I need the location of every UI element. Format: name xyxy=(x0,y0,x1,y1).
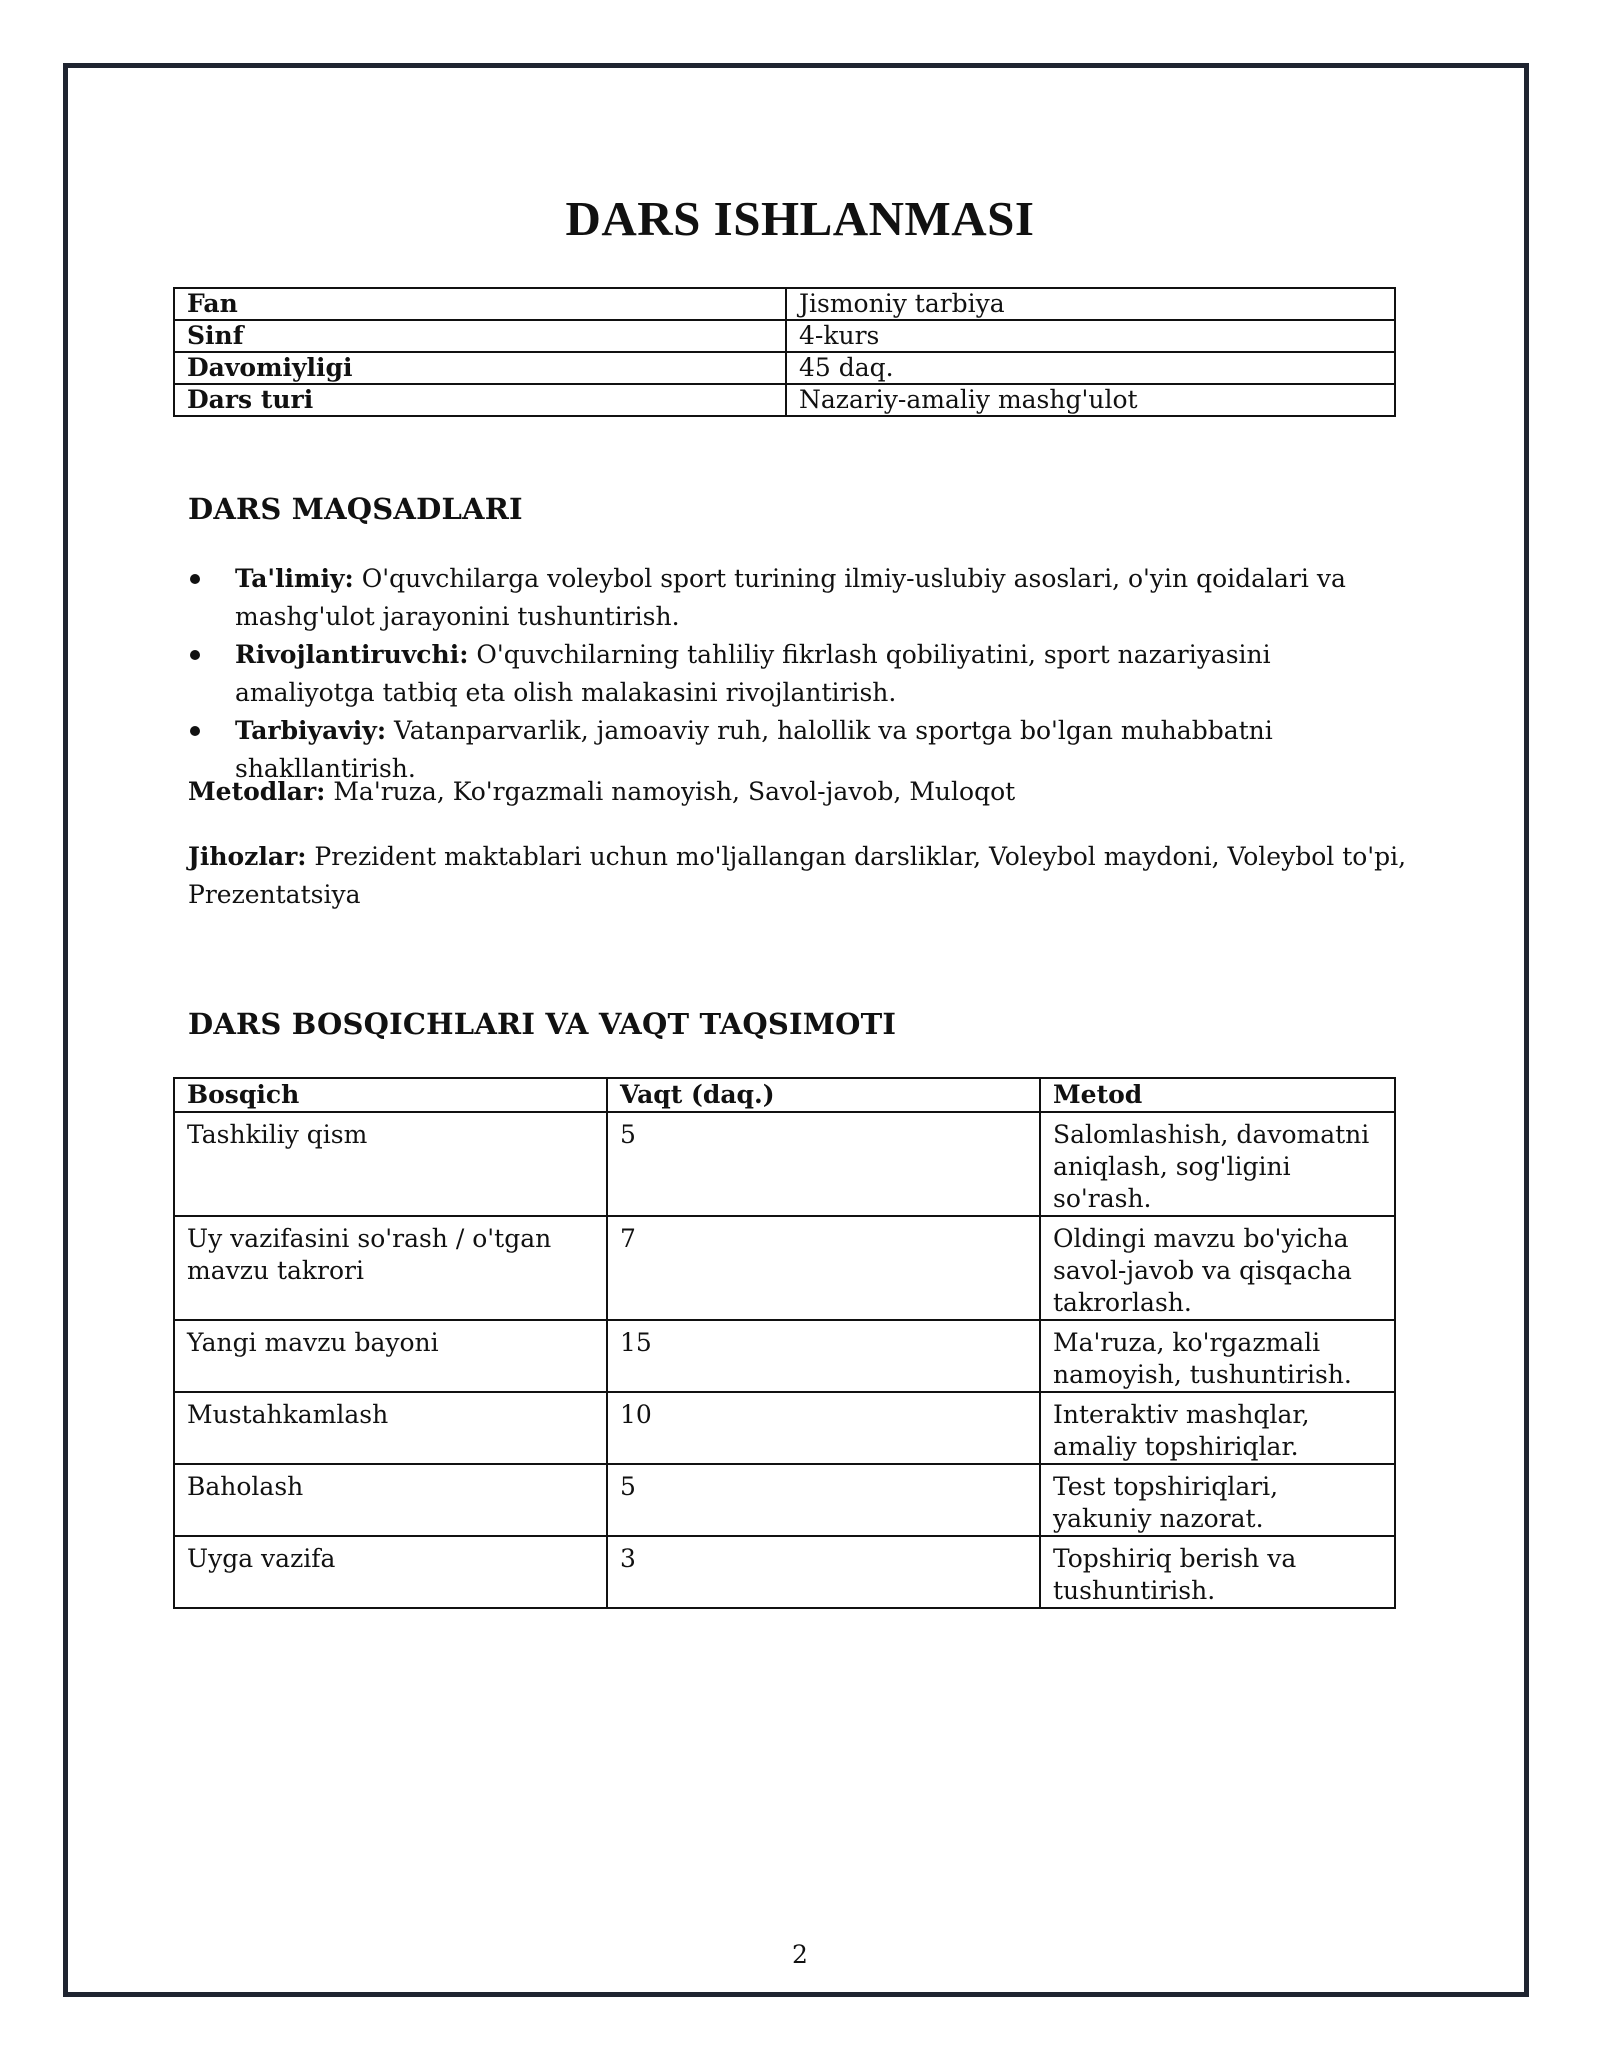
table-row xyxy=(174,1392,1395,1464)
equipment-paragraph xyxy=(188,838,1408,914)
time-cell: 5 xyxy=(607,1464,1040,1536)
info-label: Sinf xyxy=(174,320,786,352)
lesson-info-table xyxy=(173,287,1396,417)
info-value: Nazariy-amaliy mashg'ulot xyxy=(786,384,1395,416)
objective-text: Vatanparvarlik, jamoaviy ruh, halollik va sportga bo'lgan muhabbatni shakllantirish. xyxy=(235,716,1273,783)
methods-text: Ma'ruza, Ko'rgazmali namoyish, Savol-javob, Muloqot xyxy=(325,777,1016,806)
time-cell: 10 xyxy=(607,1392,1040,1464)
equipment-label: Jihozlar: xyxy=(188,842,307,871)
stage-cell: Uyga vazifa xyxy=(174,1536,607,1608)
document-title: DARS ISHLANMASI xyxy=(565,191,1035,246)
column-header: Vaqt (daq.) xyxy=(607,1078,1040,1112)
table-row xyxy=(174,288,1395,320)
objective-label: Ta'limiy: xyxy=(235,564,354,593)
info-value: Jismoniy tarbiya xyxy=(786,288,1395,320)
table-row xyxy=(174,384,1395,416)
table-row xyxy=(174,1112,1395,1216)
method-cell: Ma'ruza, ko'rgazmali namoyish, tushuntirish. xyxy=(1040,1320,1395,1392)
stage-cell: Baholash xyxy=(174,1464,607,1536)
lesson-stages-table xyxy=(173,1077,1396,1609)
method-cell: Salomlashish, davomatni aniqlash, sog'ligini so'rash. xyxy=(1040,1112,1395,1216)
objectives-list xyxy=(188,560,1408,788)
column-header: Bosqich xyxy=(174,1078,607,1112)
info-label: Dars turi xyxy=(174,384,786,416)
table-header-row xyxy=(174,1078,1395,1112)
stage-cell: Yangi mavzu bayoni xyxy=(174,1320,607,1392)
objectives-heading: DARS MAQSADLARI xyxy=(188,492,523,526)
time-cell: 7 xyxy=(607,1216,1040,1320)
time-cell: 15 xyxy=(607,1320,1040,1392)
table-row xyxy=(174,352,1395,384)
method-cell: Oldingi mavzu bo'yicha savol-javob va qisqacha takrorlash. xyxy=(1040,1216,1395,1320)
table-row xyxy=(174,1536,1395,1608)
equipment-text: Prezident maktablari uchun mo'ljallangan darsliklar, Voleybol maydoni, Voleybol to'pi, Prezentatsiya xyxy=(188,842,1407,909)
info-label: Fan xyxy=(174,288,786,320)
time-cell: 3 xyxy=(607,1536,1040,1608)
info-value: 4-kurs xyxy=(786,320,1395,352)
objective-label: Rivojlantiruvchi: xyxy=(235,640,469,669)
bullet-icon xyxy=(190,650,200,660)
stages-heading: DARS BOSQICHLARI VA VAQT TAQSIMOTI xyxy=(188,1007,897,1041)
objective-text: O'quvchilarga voleybol sport turining ilmiy-uslubiy asoslari, o'yin qoidalari va mashg'ulot jarayonini tushuntirish. xyxy=(235,564,1346,631)
table-row xyxy=(174,1464,1395,1536)
objective-label: Tarbiyaviy: xyxy=(235,716,387,745)
objective-text: O'quvchilarning tahliliy fikrlash qobiliyatini, sport nazariyasini amaliyotga tatbiq eta olish malakasini rivojlantirish. xyxy=(235,640,1271,707)
info-value: 45 daq. xyxy=(786,352,1395,384)
info-label: Davomiyligi xyxy=(174,352,786,384)
method-cell: Test topshiriqlari, yakuniy nazorat. xyxy=(1040,1464,1395,1536)
list-item xyxy=(188,636,1408,712)
methods-label: Metodlar: xyxy=(188,777,326,806)
bullet-icon xyxy=(190,726,200,736)
methods-paragraph xyxy=(188,773,1408,811)
table-row xyxy=(174,320,1395,352)
stage-cell: Tashkiliy qism xyxy=(174,1112,607,1216)
list-item xyxy=(188,560,1408,636)
time-cell: 5 xyxy=(607,1112,1040,1216)
table-row xyxy=(174,1320,1395,1392)
method-cell: Topshiriq berish va tushuntirish. xyxy=(1040,1536,1395,1608)
method-cell: Interaktiv mashqlar, amaliy topshiriqlar. xyxy=(1040,1392,1395,1464)
stage-cell: Uy vazifasini so'rash / o'tgan mavzu takrori xyxy=(174,1216,607,1320)
page-number: 2 xyxy=(792,1940,808,1969)
stage-cell: Mustahkamlash xyxy=(174,1392,607,1464)
column-header: Metod xyxy=(1040,1078,1395,1112)
table-row xyxy=(174,1216,1395,1320)
bullet-icon xyxy=(190,574,200,584)
